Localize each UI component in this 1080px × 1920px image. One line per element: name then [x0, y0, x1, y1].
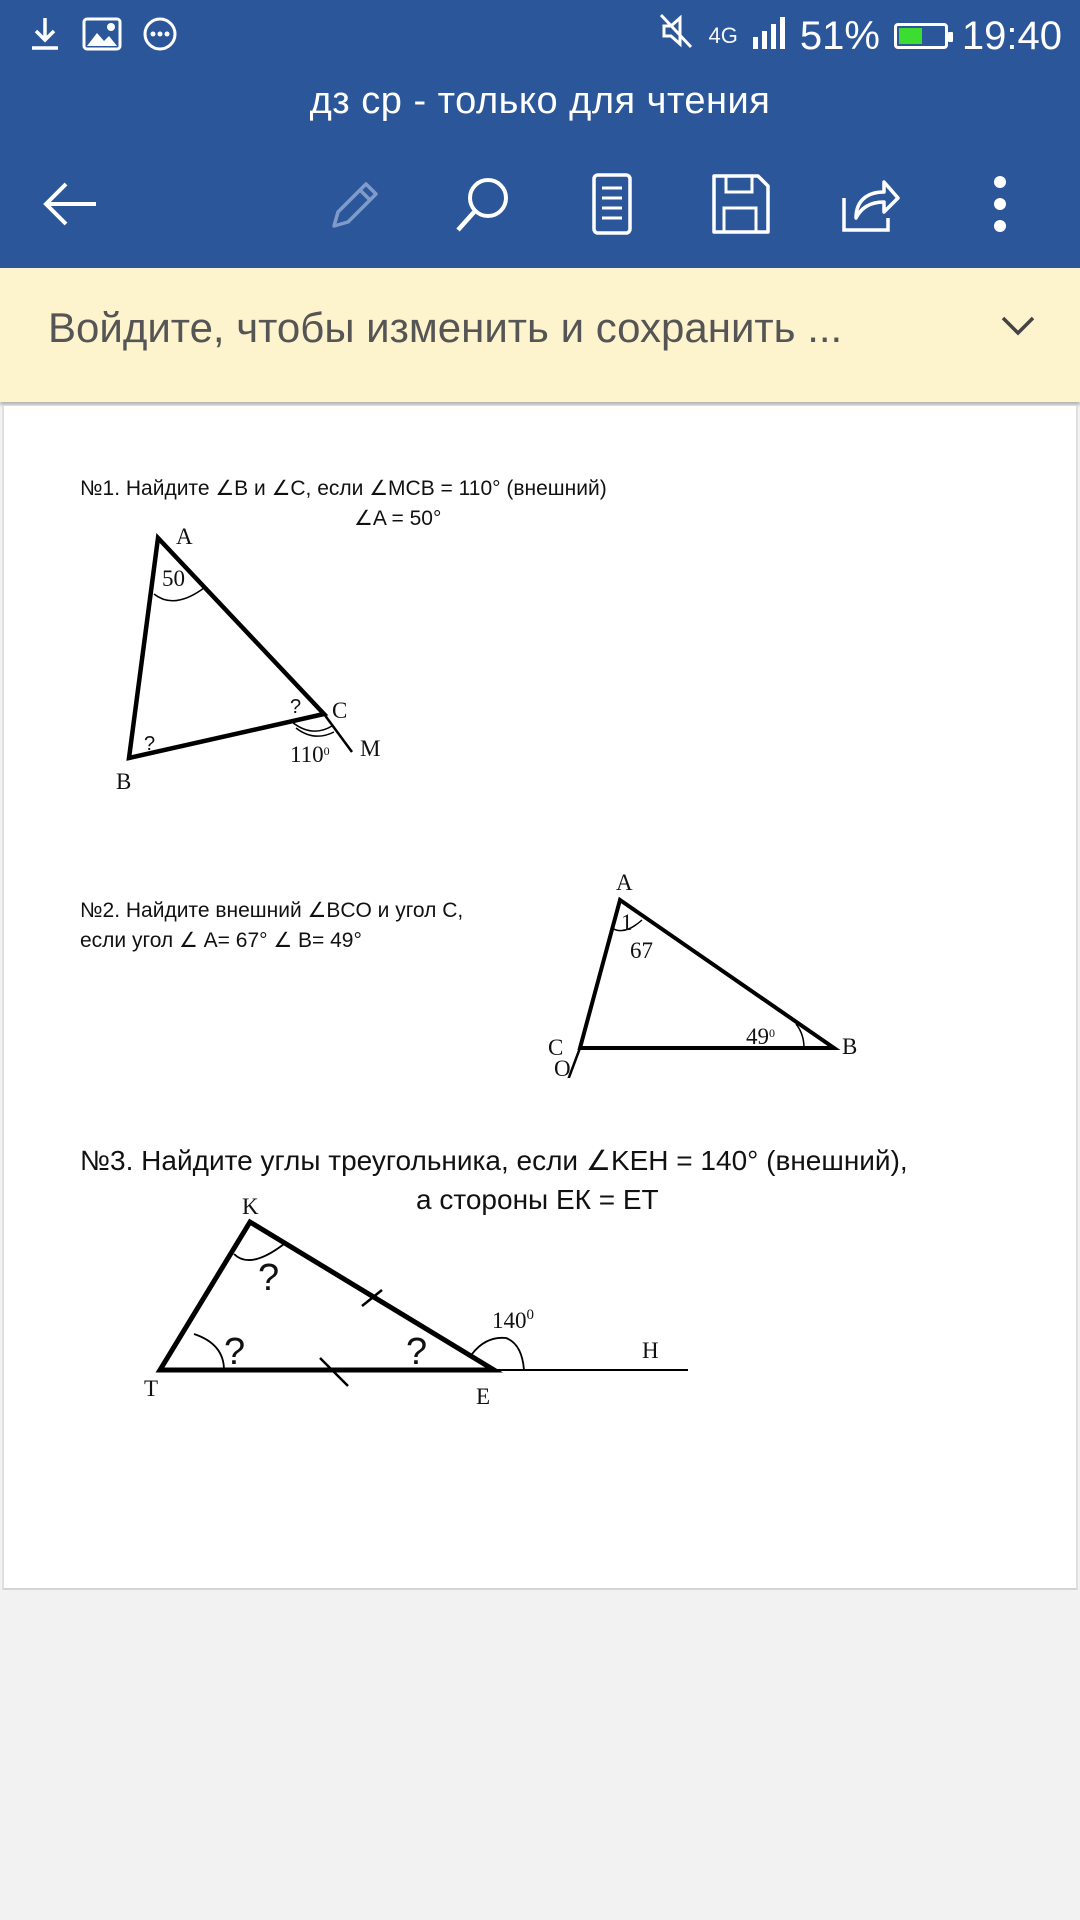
task2-condition: если угол ∠ A= 67° ∠ B= 49°: [80, 929, 362, 952]
angle-arc-ext-2: [296, 728, 334, 736]
image-icon: [82, 16, 122, 57]
battery-fill: [899, 28, 922, 44]
angle-t-unknown: ?: [224, 1331, 246, 1373]
label-h: H: [642, 1338, 659, 1363]
edit-button[interactable]: [318, 168, 390, 240]
task1-figure: [94, 506, 434, 816]
label-o: O: [554, 1056, 571, 1078]
mute-icon: [658, 11, 694, 61]
share-icon: [838, 174, 902, 234]
search-icon: [450, 172, 514, 236]
label-c: C: [332, 698, 348, 723]
back-button[interactable]: [34, 168, 106, 240]
network-type: 4G: [708, 23, 738, 48]
message-icon: [142, 16, 178, 57]
label-m: M: [360, 736, 381, 761]
angle-mark-1: 1: [621, 910, 633, 935]
task2-figure: [524, 858, 864, 1078]
angle-ext-value: $140^0$: [492, 1307, 534, 1333]
banner-text: Войдите, чтобы изменить и сохранить ...: [48, 304, 843, 351]
label-e: E: [476, 1384, 491, 1409]
app-header: [0, 0, 1080, 268]
triangle-abc: [580, 900, 834, 1048]
back-arrow-icon: [40, 179, 100, 229]
battery-icon: [894, 23, 948, 49]
reading-view-icon: [590, 172, 634, 236]
more-icon: [990, 174, 1010, 234]
task3-figure: [124, 1186, 724, 1426]
label-a: A: [176, 524, 193, 549]
sign-in-banner[interactable]: [0, 268, 1080, 402]
angle-ext-value: $110^0$: [290, 742, 330, 767]
search-button[interactable]: [446, 168, 518, 240]
clock: 19:40: [961, 13, 1062, 58]
save-icon: [708, 172, 772, 236]
battery-percent: 51%: [799, 13, 880, 58]
angle-c-unknown: ?: [290, 696, 302, 718]
signal-icon: [752, 14, 786, 59]
reading-view-button[interactable]: [576, 168, 648, 240]
angle-a-value: 50: [162, 566, 185, 591]
label-a: A: [616, 870, 633, 895]
pencil-icon: [324, 174, 384, 234]
download-icon: [28, 14, 62, 59]
task3-condition: а стороны ЕК = ЕТ: [416, 1184, 659, 1215]
status-bar-left: [28, 14, 178, 58]
angle-b-value: $49^0$: [746, 1024, 775, 1049]
save-button[interactable]: [704, 168, 776, 240]
task1-condition: ∠A = 50°: [354, 507, 442, 530]
triangle-kte: [160, 1222, 494, 1370]
task3-text: №3. Найдите углы треугольника, если ∠KEH = 140° (внешний),: [80, 1145, 908, 1176]
task2-text: №2. Найдите внешний ∠BCO и угол С,: [80, 899, 464, 922]
label-c: C: [548, 1035, 564, 1060]
more-options-button[interactable]: [964, 168, 1036, 240]
chevron-down-icon: [1000, 314, 1036, 338]
share-button[interactable]: [834, 168, 906, 240]
label-b: B: [842, 1034, 858, 1059]
angle-e-unknown: ?: [406, 1331, 428, 1373]
angle-a-value: 67: [630, 938, 653, 963]
label-k: K: [242, 1194, 259, 1219]
document-title: дз ср - только для чтения: [309, 80, 771, 122]
task1-text: №1. Найдите ∠B и ∠C, если ∠MCB = 110° (внешний): [80, 477, 607, 500]
angle-k-unknown: ?: [258, 1257, 280, 1299]
expand-banner-button[interactable]: [1000, 314, 1036, 343]
angle-b-unknown: ?: [144, 733, 156, 755]
label-b: B: [116, 769, 132, 794]
document-page[interactable]: [2, 406, 1078, 1590]
label-t: T: [144, 1376, 159, 1401]
angle-arc-t: [194, 1334, 224, 1370]
status-bar-right: [658, 10, 1062, 62]
triangle-abc: [129, 538, 324, 758]
angle-arc-ext: [472, 1338, 524, 1370]
